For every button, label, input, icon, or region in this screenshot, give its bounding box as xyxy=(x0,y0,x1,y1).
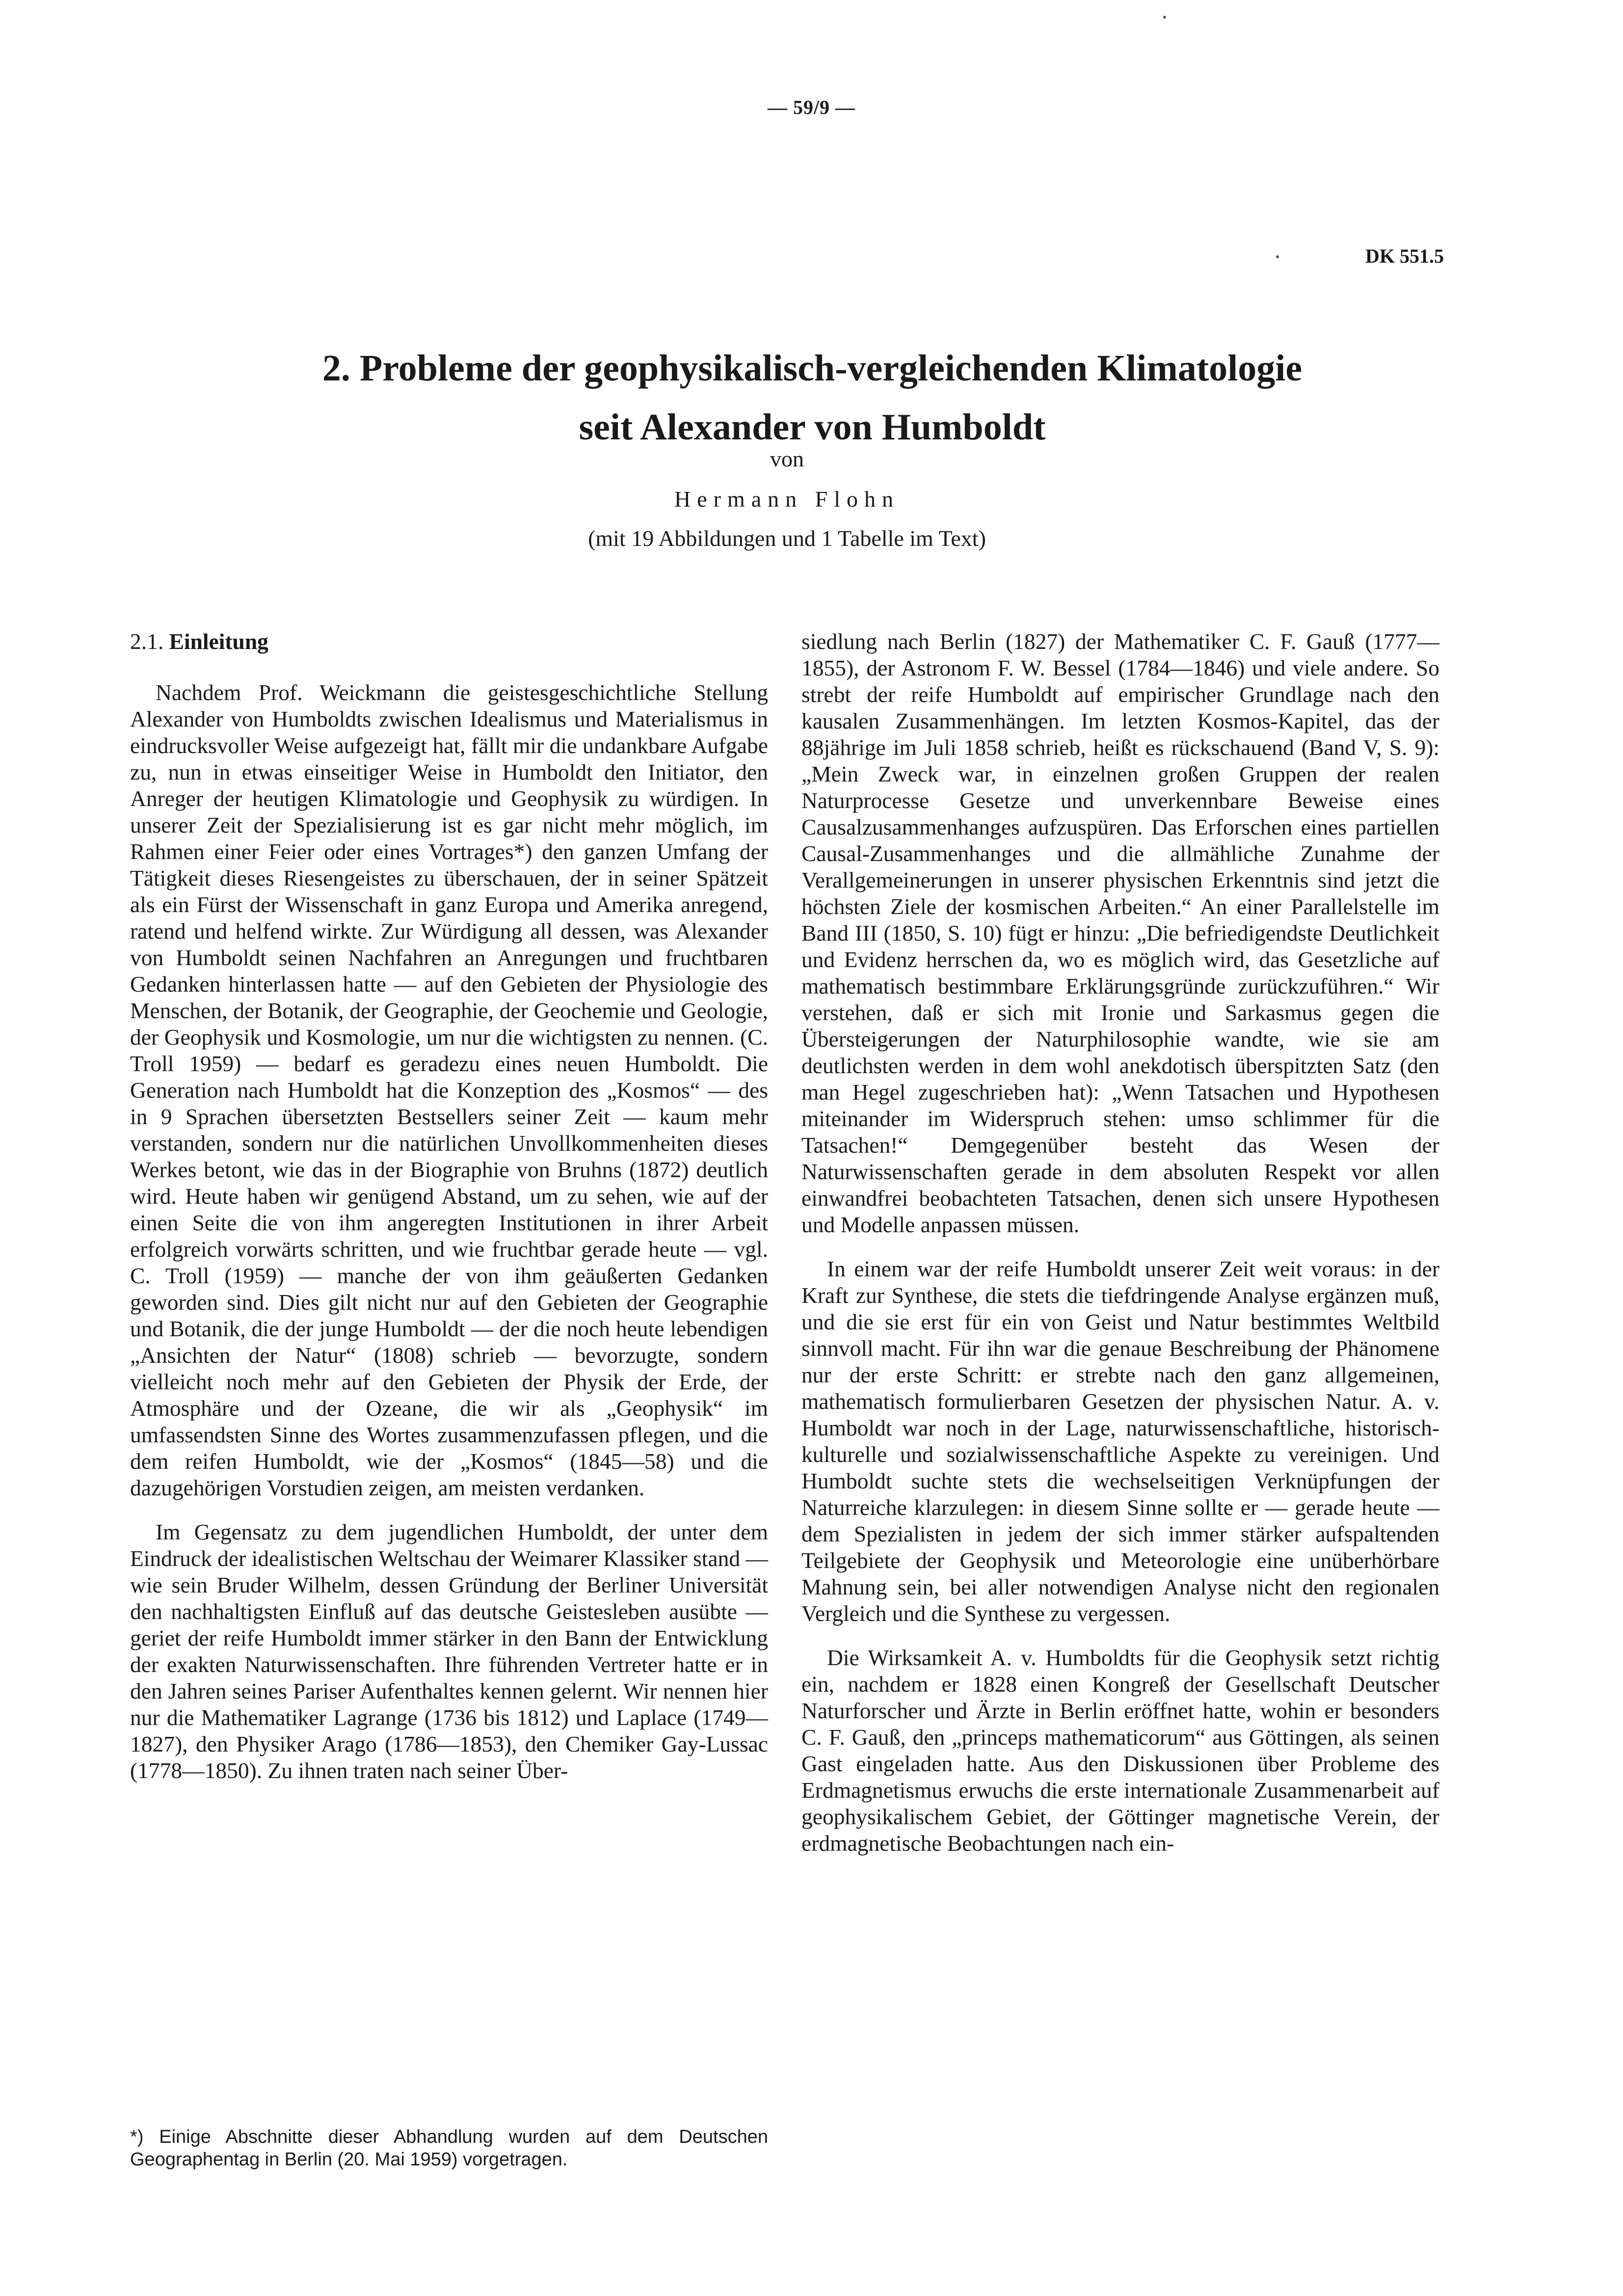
page-number: — 59/9 — xyxy=(767,96,856,118)
title-line-1: 2. Probleme der geophysikalisch-vergleichenden Klimatologie xyxy=(322,348,1303,389)
paragraph: Nachdem Prof. Weickmann die geistesgeschichtliche Stellung Alexander von Humboldts zwischen Idealismus und Materialismus in eindrucksvoller Weise aufgezeigt hat, fällt mir die undankbare Aufgabe zu, nun in etwas einseitiger Weise in Humboldt den Initiator, den Anreger der heutigen Klimatologie und Geophysik zu würdigen. In unserer Zeit der Spezialisierung ist es gar nicht mehr möglich, im Rahmen einer Feier oder eines Vortrages*) den ganzen Umfang der Tätigkeit dieses Riesengeistes zu überschauen, der in seiner Spätzeit als ein Fürst der Wissenschaft in ganz Europa und Amerika anregend, ratend und helfend wirkte. Zur Würdigung all dessen, was Alexander von Humboldt seinen Nachfahren an Anregungen und fruchtbaren Gedanken hinterlassen hatte — auf den Gebieten der Physiologie des Menschen, der Botanik, der Geographie, der Geochemie und Geologie, der Geophysik und Kosmologie, um nur die wichtigsten zu nennen. (C. Troll 1959) — bedarf es geradezu eines neuen Humboldt. Die Generation nach Humboldt hat die Konzeption des „Kosmos“ — des in 9 Sprachen übersetzten Bestsellers seiner Zeit — kaum mehr verstanden, sondern nur die natürlichen Unvollkommenheiten dieses Werkes betont, wie das in der Biographie von Bruhns (1872) deutlich wird. Heute haben wir genügend Abstand, um zu sehen, wie auf der einen Seite die von ihm angeregten Institutionen in ihrer Arbeit erfolgreich vorwärts schritten, und wie fruchtbar gerade heute — vgl. C. Troll (1959) — manche der von ihm geäußerten Gedanken geworden sind. Dies gilt nicht nur auf den Gebieten der Geographie und Botanik, die der junge Humboldt — der die noch heute lebendigen „Ansichten der Natur“ (1808) schrieb — bevorzugte, sondern vielleicht noch mehr auf den Gebieten der Physik der Erde, der Atmosphäre und der Ozeane, die wir als „Geophysik“ im umfassendsten Sinne des Wortes zusammenzufassen pflegen, und die dem reifen Humboldt, wie der „Kosmos“ (1845—58) und die dazugehörigen Vorstudien zeigen, am meisten verdanken. xyxy=(130,680,768,1500)
right-column xyxy=(801,628,1439,1874)
article-title xyxy=(113,339,1512,457)
title-line-2: seit Alexander von Humboldt xyxy=(579,406,1046,448)
section-title: Einleitung xyxy=(169,629,268,654)
paragraph: Im Gegensatz zu dem jugendlichen Humboldt, der unter dem Eindruck der idealistischen Weltschau der Weimarer Klassiker stand — wie sein Bruder Wilhelm, dessen Gründung der Berliner Universität den nachhaltigsten Einfluß auf das deutsche Geistesleben ausübte — geriet der reife Humboldt immer stärker in den Bann der Entwicklung der exakten Naturwissenschaften. Ihre führenden Vertreter hatte er in den Jahren seines Pariser Aufenthaltes kennen gelernt. Wir nennen hier nur die Mathematiker Lagrange (1736 bis 1812) und Laplace (1749—1827), den Physiker Arago (1786—1853), den Chemiker Gay-Lussac (1778—1850). Zu ihnen traten nach seiner Über- xyxy=(130,1519,768,1783)
figures-note: (mit 19 Abbildungen und 1 Tabelle im Text) xyxy=(588,526,986,551)
left-column xyxy=(130,628,768,1802)
paragraph: Die Wirksamkeit A. v. Humboldts für die Geophysik setzt richtig ein, nachdem er 1828 einen Kongreß der Gesellschaft Deutscher Naturforscher und Ärzte in Berlin eröffnet hatte, wohin er besonders C. F. Gauß, den „princeps mathematicorum“ aus Göttingen, als seinen Gast eingeladen hatte. Aus den Diskussionen über Probleme des Erdmagnetismus erwuchs die erste internationale Zusammenarbeit auf geophysikalischem Gebiet, der Göttinger magnetische Verein, der erdmagnetische Beobachtungen nach ein- xyxy=(801,1645,1439,1856)
section-number: 2.1. xyxy=(130,629,164,654)
dk-classification: DK 551.5 xyxy=(1365,245,1444,267)
footnote: *) Einige Abschnitte dieser Abhandlung wurden auf dem Deutschen Geographentag in Berlin (20. Mai 1959) vorgetragen. xyxy=(130,2127,768,2170)
author-name: Hermann Flohn xyxy=(674,486,900,512)
paragraph: In einem war der reife Humboldt unserer Zeit weit voraus: in der Kraft zur Synthese, die stets die tiefdringende Analyse ergänzen muß, und die sie erst für ein von Geist und Natur bestimmtes Weltbild sinnvoll macht. Für ihn war die genaue Beschreibung der Phänomene nur der erste Schritt: er strebte nach den ganz allgemeinen, mathematisch formulierbaren Gesetzen der physischen Natur. A. v. Humboldt war noch in der Lage, naturwissenschaftliche, historisch-kulturelle und sozialwissenschaftliche Aspekte zu vereinigen. Und Humboldt suchte stets die wechselseitigen Verknüpfungen der Naturreiche klarzulegen: in diesem Sinne sollte er — gerade heute — dem Spezialisten in jedem der sich immer stärker aufspaltenden Teilgebiete der Geophysik und Meteorologie eine unüberhörbare Mahnung sein, bei aller notwendigen Analyse nicht den regionalen Vergleich und die Synthese zu vergessen. xyxy=(801,1256,1439,1626)
paragraph: siedlung nach Berlin (1827) der Mathematiker C. F. Gauß (1777—1855), der Astronom F. W. Bessel (1784—1846) und viele andere. So strebt der reife Humboldt auf empirischer Grundlage nach den kausalen Zusammenhängen. Im letzten Kosmos-Kapitel, das der 88jährige im Juli 1858 schrieb, heißt es rückschauend (Band V, S. 9): „Mein Zweck war, in einzelnen großen Gruppen der realen Naturprocesse Gesetze und unverkennbare Beweise eines Causalzusammenhanges aufzuspüren. Das Erforschen eines partiellen Causal-Zusammenhanges und die allmähliche Zunahme der Verallgemeinerungen in unserer physischen Erkenntnis sind jetzt die höchsten Ziele der kosmischen Arbeiten.“ An einer Parallelstelle im Band III (1850, S. 10) fügt er hinzu: „Die befriedigendste Deutlichkeit und Evidenz herrschen da, wo es möglich wird, das Gesetzliche auf mathematisch bestimmbare Erklärungsgründe zurückzuführen.“ Wir verstehen, daß er sich mit Ironie und Sarkasmus gegen die Übersteigerungen der Naturphilosophie wandte, wie sie am deutlichsten werden in dem wohl anekdotisch überspitzten Satz (den man Hegel zugeschrieben hat): „Wenn Tatsachen und Hypothesen miteinander im Widerspruch stehen: umso schlimmer für die Tatsachen!“ Demgegenüber besteht das Wesen der Naturwissenschaften gerade in dem absoluten Respekt vor allen einwandfrei beobachteten Tatsachen, denen sich unsere Hypothesen und Modelle anpassen müssen. xyxy=(801,629,1439,1237)
section-heading xyxy=(130,628,768,655)
scan-speck xyxy=(1276,255,1279,258)
title-von: von xyxy=(770,446,804,471)
scan-speck xyxy=(1163,16,1166,19)
